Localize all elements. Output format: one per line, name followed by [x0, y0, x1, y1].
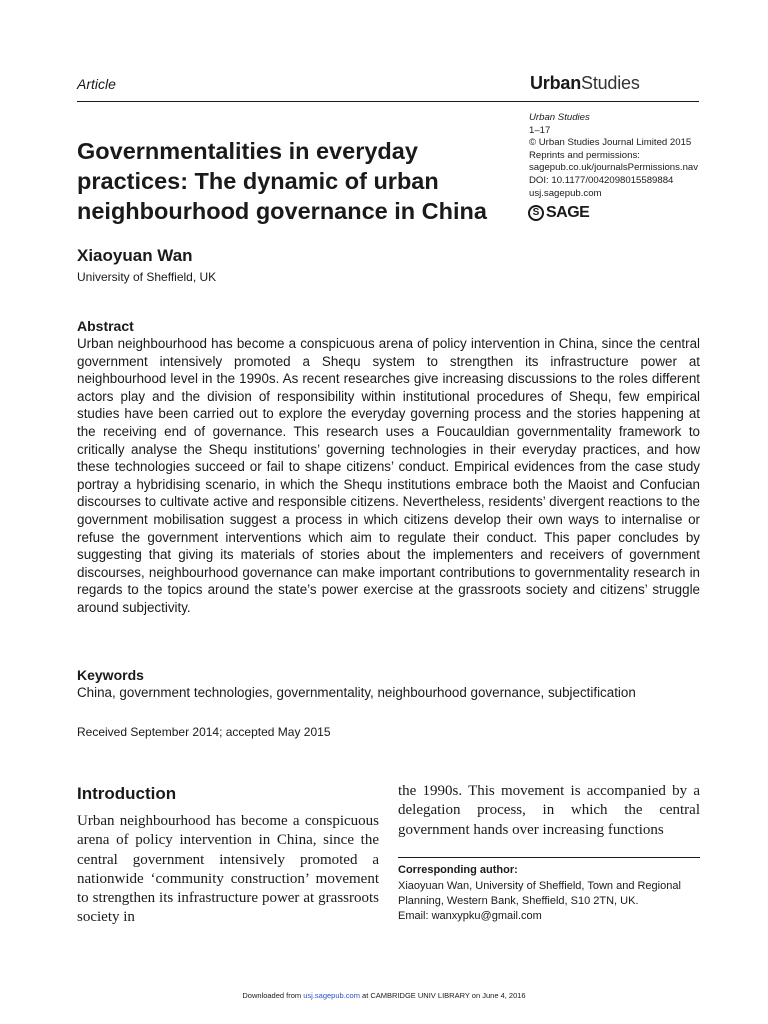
author-affiliation: University of Sheffield, UK [77, 270, 217, 284]
keywords-heading: Keywords [77, 667, 144, 683]
author-name: Xiaoyuan Wan [77, 246, 193, 265]
meta-doi[interactable]: DOI: 10.1177/0042098015589884 [529, 174, 674, 186]
header-divider [77, 101, 699, 102]
journal-meta [529, 112, 704, 200]
corresponding-email[interactable]: Email: wanxypku@gmail.com [398, 910, 542, 922]
meta-reprints: Reprints and permissions: [529, 149, 640, 161]
meta-pages: 1–17 [529, 124, 551, 136]
meta-permissions-link[interactable]: sagepub.co.uk/journalsPermissions.nav [529, 162, 699, 174]
journal-brand-light: Studies [581, 73, 640, 93]
meta-copyright: © Urban Studies Journal Limited 2015 [529, 137, 692, 149]
introduction-column-2: the 1990s. This movement is accompanied by a delegation process, in which the central government hands over increasing functions [398, 783, 700, 838]
journal-brand [530, 73, 640, 94]
sage-logo-text: SAGE [546, 204, 590, 221]
meta-site-link[interactable]: usj.sagepub.com [529, 187, 602, 199]
introduction-column-1: Urban neighbourhood has become a conspicuous arena of policy intervention in China, since the central government intensively promoted a nationwide ‘community construction’ movement to strengthen its infrastructure power at grassroots society in [77, 813, 379, 926]
download-footer [0, 991, 768, 1000]
footer-site-link[interactable]: usj.sagepub.com [303, 991, 360, 1000]
sage-logo [528, 203, 589, 223]
corresponding-line-2: Planning, Western Bank, Sheffield, S10 2TN, UK. [398, 895, 639, 907]
article-title: Governmentalities in everyday practices: The dynamic of urban neighbourhood governance in China [77, 138, 487, 224]
meta-journal: Urban Studies [529, 112, 590, 123]
corresponding-details [398, 879, 700, 924]
abstract-heading: Abstract [77, 318, 134, 334]
corresponding-heading: Corresponding author: [398, 864, 518, 876]
received-dates: Received September 2014; accepted May 2015 [77, 725, 331, 739]
footer-suffix: at CAMBRIDGE UNIV LIBRARY on June 4, 2016 [362, 991, 526, 1000]
journal-brand-bold: Urban [530, 73, 582, 93]
abstract-text: Urban neighbourhood has become a conspicuous arena of policy intervention in China, since the central government intensively promoted a Shequ system to strengthen its infrastructure power at neighbourhood level in the 1990s. As recent researches give increasing discussions to the roles different actors play and the division of responsibility within institutional procedures of Shequ, few empirical studies have been carried out to explore the everyday governing process and the stories happening at the receiving end of governance. This research uses a Foucauldian governmentality framework to critically analyse the Shequ institutions’ governing technologies in their everyday practices, and how these technologies succeed or fail to shape citizens’ conduct. Empirical evidences from the case study portray a hybridising scenario, in which the Shequ institutions embrace both the Maoist and Confucian discourses to cultivate active and responsible citizens. Nevertheless, residents’ divergent reactions to the government mobilisation suggest a process in which citizens develop their own ways to internalise or refuse the government interventions which aim to regulate their conduct. This paper concludes by suggesting that giving its materials of stories about the implementers and receivers of government discourses, neighbourhood governance can make important contributions to governmentality research in regards to the topics around the state’s power exercise at the grassroots society and citizens’ struggle around subjectivity. [77, 336, 700, 615]
footer-prefix: Downloaded from [242, 991, 302, 1000]
corresponding-line-1: Xiaoyuan Wan, University of Sheffield, Town and Regional [398, 880, 681, 892]
keywords-text: China, government technologies, governmentality, neighbourhood governance, subjectification [77, 685, 636, 700]
corresponding-divider [398, 857, 700, 858]
sage-mark-icon: S [528, 205, 544, 221]
article-type-label: Article [77, 76, 116, 92]
introduction-heading: Introduction [77, 784, 177, 803]
